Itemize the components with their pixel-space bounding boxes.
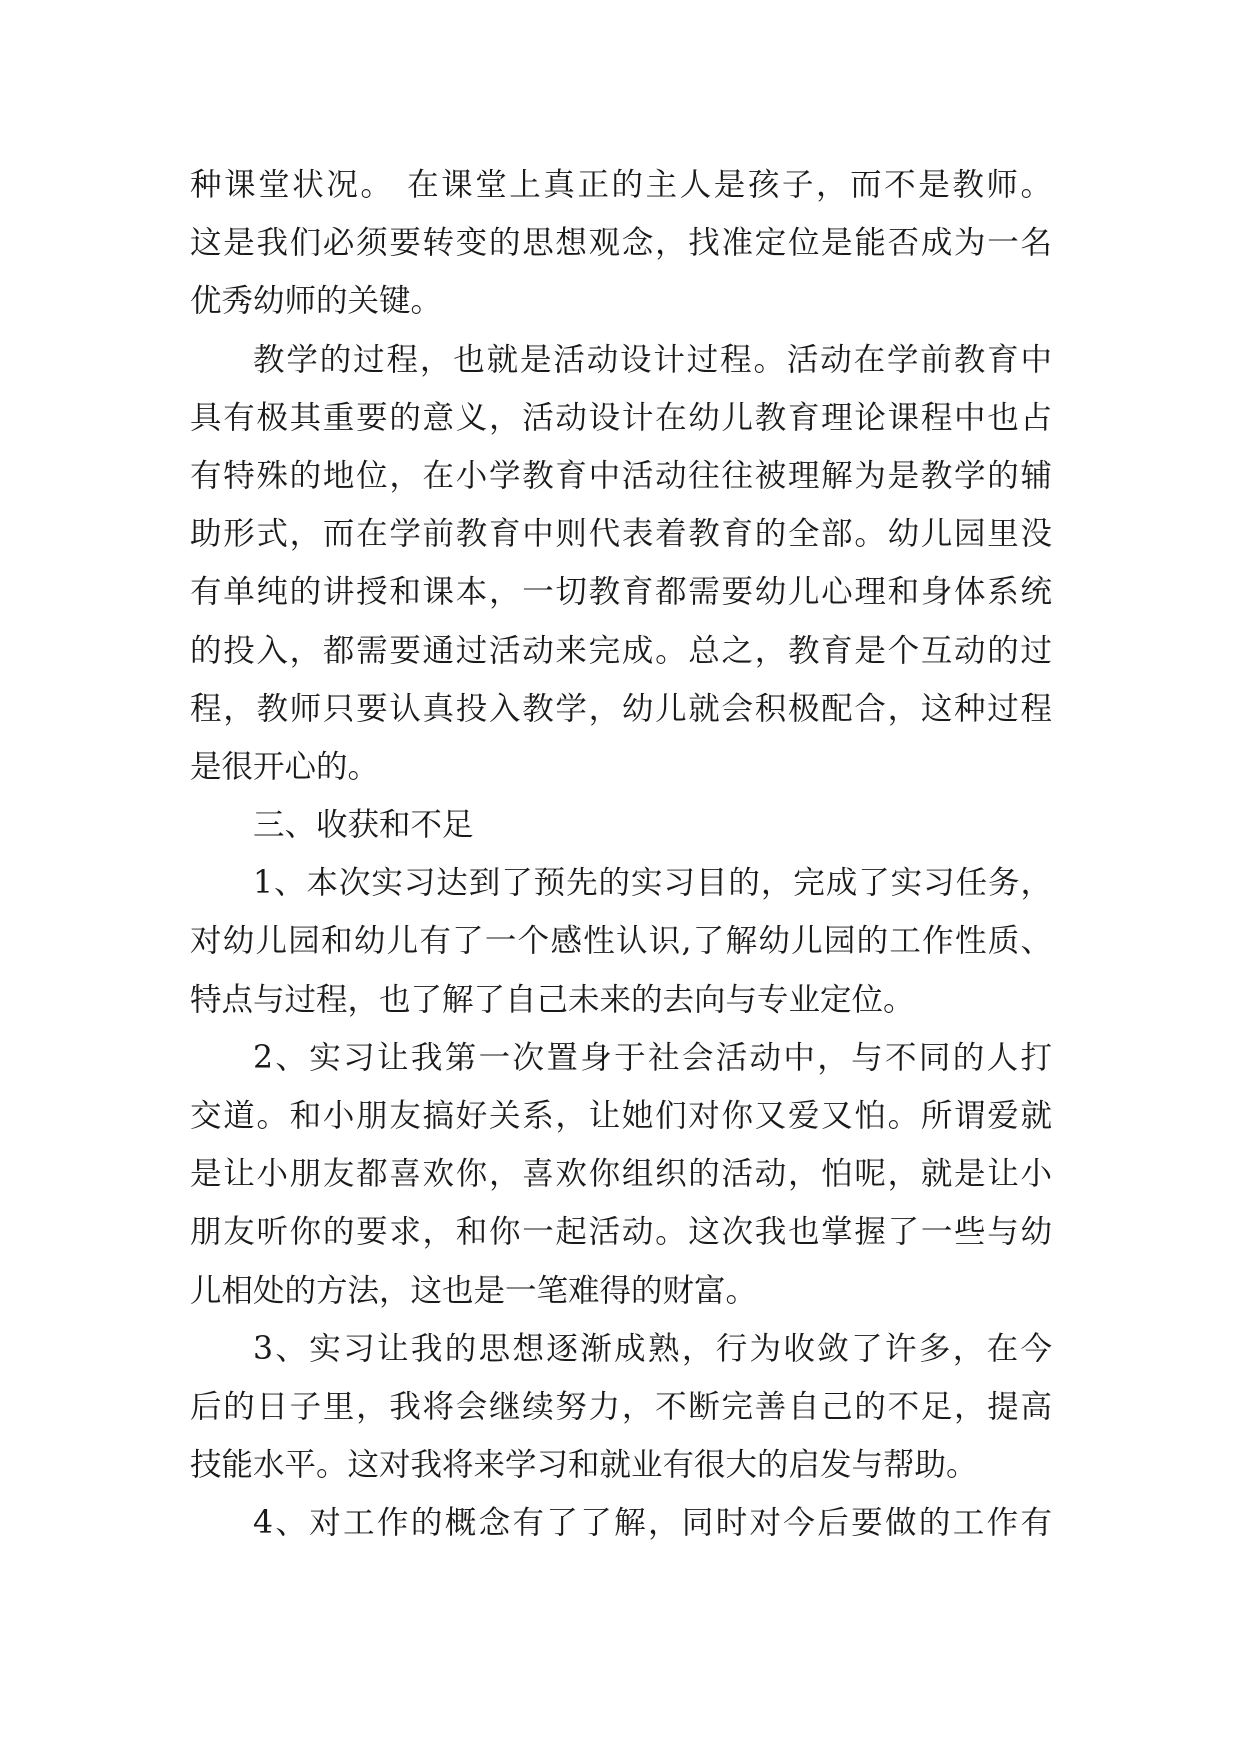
text-line: 交道。和小朋友搞好关系，让她们对你又爱又怕。所谓爱就 [190,1098,1052,1134]
text-line: 技能水平。这对我将来学习和就业有很大的启发与帮助。 [190,1447,978,1484]
text-line: 这是我们必须要转变的思想观念，找准定位是能否成为一名 [190,225,1052,262]
text-line: 种课堂状况。 在课堂上真正的主人是孩子，而不是教师。 [190,167,1052,203]
section-heading: 三、收获和不足 [253,807,474,844]
list-item-start-line: 2、实习让我第一次置身于社会活动中，与不同的人打 [253,1039,1052,1076]
paragraph-start-line: 教学的过程，也就是活动设计过程。活动在学前教育中 [253,341,1052,378]
list-item-start-line: 4、对工作的概念有了了解，同时对今后要做的工作有 [253,1505,1052,1542]
text-line: 有特殊的地位，在小学教育中活动往往被理解为是教学的辅 [190,457,1052,494]
text-line: 具有极其重要的意义，活动设计在幼儿教育理论课程中也占 [190,399,1052,436]
text-line: 程，教师只要认真投入教学，幼儿就会积极配合，这种过程 [190,690,1052,727]
list-item-start-line: 1、本次实习达到了预先的实习目的，完成了实习任务， [253,865,1052,902]
text-line: 优秀幼师的关键。 [190,283,443,320]
list-item-start-line: 3、实习让我的思想逐渐成熟，行为收敛了许多，在今 [253,1330,1052,1367]
text-line: 后的日子里，我将会继续努力，不断完善自己的不足，提高 [190,1388,1052,1425]
text-line: 儿相处的方法，这也是一笔难得的财富。 [190,1272,758,1309]
text-line: 是很开心的。 [190,748,380,785]
text-line: 是让小朋友都喜欢你，喜欢你组织的活动，怕呢，就是让小 [190,1156,1052,1193]
text-line: 特点与过程，也了解了自己未来的去向与专业定位。 [190,981,915,1018]
text-line: 助形式，而在学前教育中则代表着教育的全部。幼儿园里没 [190,516,1052,553]
text-line: 有单纯的讲授和课本，一切教育都需要幼儿心理和身体系统 [190,574,1052,611]
text-line: 的投入，都需要通过活动来完成。总之，教育是个互动的过 [190,632,1052,669]
text-line: 对幼儿园和幼儿有了一个感性认识,了解幼儿园的工作性质、 [190,923,1052,960]
document-body [190,156,1052,1553]
text-line: 朋友听你的要求，和你一起活动。这次我也掌握了一些与幼 [190,1214,1052,1251]
